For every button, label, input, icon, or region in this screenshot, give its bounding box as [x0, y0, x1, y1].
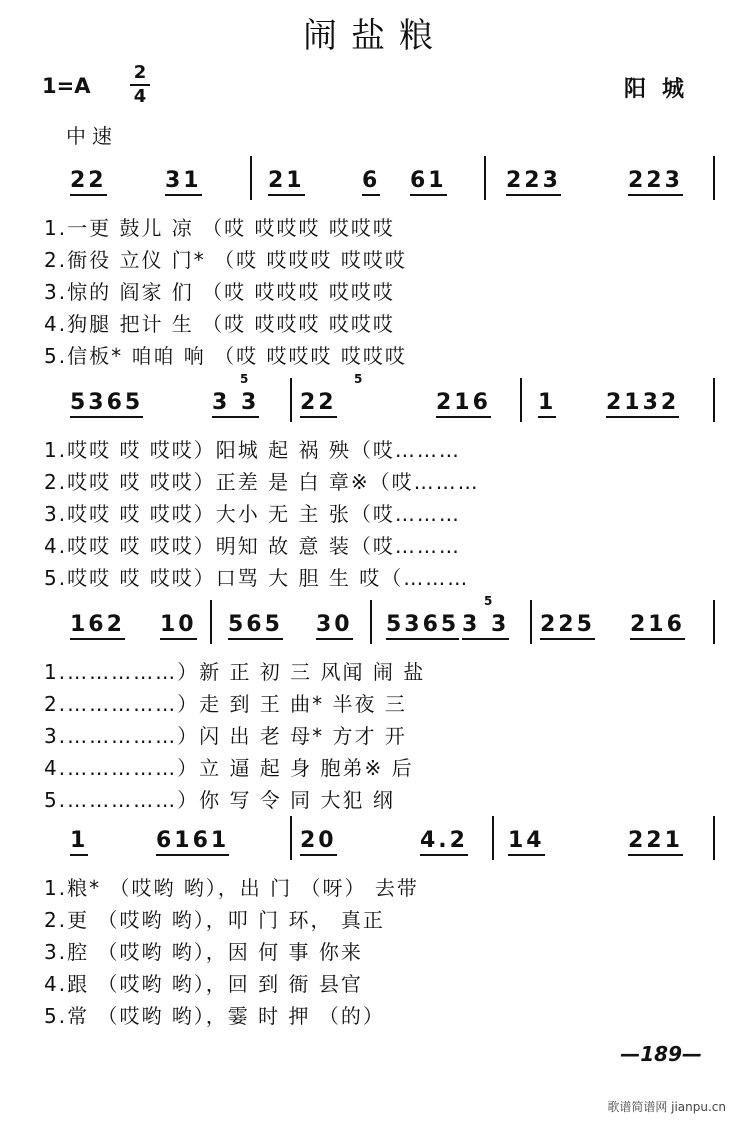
- time-sig-top: 2: [133, 62, 147, 83]
- bar-line: [713, 378, 715, 422]
- note-group: 61: [410, 168, 447, 196]
- lyric-line: 3.惊的 阎家 们 （哎 哎哎哎 哎哎哎: [44, 280, 395, 304]
- note-group: 216: [630, 612, 685, 640]
- note-group: 1: [70, 828, 88, 856]
- note-group: 5365: [70, 390, 143, 418]
- note-group: 30: [316, 612, 353, 640]
- note-group: 22: [70, 168, 107, 196]
- bar-line: [370, 600, 372, 644]
- note-group: 21: [268, 168, 305, 196]
- lyric-line: 4.跟 （哎哟 哟），回 到 衙 县官: [44, 972, 363, 996]
- bar-line: [250, 156, 252, 200]
- note-group: 216: [436, 390, 491, 418]
- note-group: 20: [300, 828, 337, 856]
- note-group: 225: [540, 612, 595, 640]
- page-number: —189—: [620, 1042, 702, 1066]
- note-group: 221: [628, 828, 683, 856]
- lyric-line: 3.哎哎 哎 哎哎）大小 无 主 张（哎………: [44, 502, 461, 526]
- lyric-line: 1.一更 鼓儿 凉 （哎 哎哎哎 哎哎哎: [44, 216, 395, 240]
- note-group: 3 3: [212, 390, 259, 418]
- grace-note: 5: [240, 372, 249, 386]
- watermark: 歌谱简谱网 jianpu.cn: [607, 1100, 726, 1114]
- bar-line: [713, 600, 715, 644]
- lyric-line: 5.哎哎 哎 哎哎）口骂 大 胆 生 哎（………: [44, 566, 470, 590]
- tempo-marking: 中速: [66, 124, 118, 148]
- note-group: 223: [506, 168, 561, 196]
- bar-line: [290, 378, 292, 422]
- grace-note: 5: [484, 594, 493, 608]
- lyric-line: 2.更 （哎哟 哟），叩 门 环， 真正: [44, 908, 385, 932]
- note-group: 3 3: [462, 612, 509, 640]
- lyric-line: 1.粮* （哎哟 哟），出 门 （呀） 去带: [44, 876, 419, 900]
- bar-line: [290, 816, 292, 860]
- note-group: 6161: [156, 828, 229, 856]
- note-group: 565: [228, 612, 283, 640]
- bar-line: [713, 816, 715, 860]
- note-group: 2132: [606, 390, 679, 418]
- page-title: 闹盐粮: [303, 16, 447, 56]
- lyric-line: 3.腔 （哎哟 哟），因 何 事 你来: [44, 940, 363, 964]
- note-group: 1: [538, 390, 556, 418]
- bar-line: [210, 600, 212, 644]
- lyric-line: 5.常 （哎哟 哟），霎 时 押 （的）: [44, 1004, 385, 1028]
- origin-label: 阳城: [623, 77, 700, 102]
- lyric-line: 4.哎哎 哎 哎哎）明知 故 意 装（哎………: [44, 534, 461, 558]
- lyric-line: 3.……………）闪 出 老 母* 方才 开: [44, 724, 407, 748]
- note-group: 5365: [386, 612, 459, 640]
- lyric-line: 5.信板* 咱咱 响 （哎 哎哎哎 哎哎哎: [44, 344, 407, 368]
- lyric-line: 1.哎哎 哎 哎哎）阳城 起 祸 殃（哎………: [44, 438, 461, 462]
- note-group: 14: [508, 828, 545, 856]
- bar-line: [530, 600, 532, 644]
- grace-note: 5: [354, 372, 363, 386]
- note-group: 4.2: [420, 828, 468, 856]
- bar-line: [484, 156, 486, 200]
- note-group: 162: [70, 612, 125, 640]
- note-group: 223: [628, 168, 683, 196]
- note-group: 22: [300, 390, 337, 418]
- lyric-line: 4.……………）立 逼 起 身 胞弟※ 后: [44, 756, 414, 780]
- time-sig-bottom: 4: [133, 86, 147, 107]
- note-group: 31: [165, 168, 202, 196]
- lyric-line: 2.衙役 立仪 门* （哎 哎哎哎 哎哎哎: [44, 248, 407, 272]
- lyric-line: 2.哎哎 哎 哎哎）正差 是 白 章※（哎………: [44, 470, 480, 494]
- lyric-line: 5.……………）你 写 令 同 大犯 纲: [44, 788, 395, 812]
- bar-line: [492, 816, 494, 860]
- key-signature: 1=A: [42, 74, 91, 98]
- note-group: 10: [160, 612, 197, 640]
- lyric-line: 1.……………）新 正 初 三 风闻 闹 盐: [44, 660, 426, 684]
- bar-line: [520, 378, 522, 422]
- lyric-line: 2.……………）走 到 王 曲* 半夜 三: [44, 692, 407, 716]
- lyric-line: 4.狗腿 把计 生 （哎 哎哎哎 哎哎哎: [44, 312, 395, 336]
- note-group: 6: [362, 168, 380, 196]
- time-signature: [130, 64, 150, 106]
- bar-line: [713, 156, 715, 200]
